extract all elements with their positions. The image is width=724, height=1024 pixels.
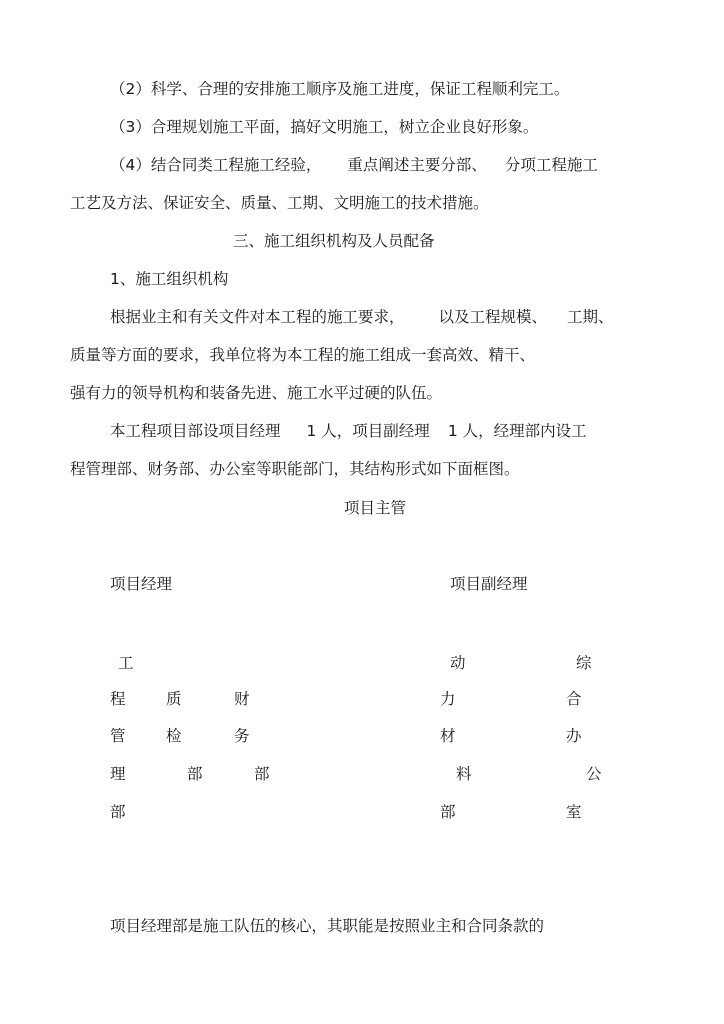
paragraph-2-part-a: 本工程项目部设项目经理 <box>110 422 281 440</box>
dept-engineering-char: 管 <box>110 727 126 745</box>
paragraph-1-part-a: 根据业主和有关文件对本工程的施工要求， <box>110 308 405 326</box>
section-title: 三、施工组织机构及人员配备 <box>233 232 435 250</box>
paragraph-1-line2: 质量等方面的要求，我单位将为本工程的施工组成一套高效、精干、 <box>70 346 536 364</box>
dept-labor-material-char: 料 <box>456 765 472 783</box>
paragraph-1-line1 <box>110 307 614 327</box>
item-3: （3）合理规划施工平面，搞好文明施工，树立企业良好形象。 <box>110 118 539 136</box>
paragraph-2-part-c: 1 人，经理部内设工 <box>447 422 587 440</box>
dept-labor-material-char: 材 <box>440 727 456 745</box>
dept-labor-material-char: 部 <box>440 803 456 821</box>
dept-finance-char: 财 <box>234 690 250 708</box>
dept-engineering-char: 工 <box>118 654 134 672</box>
item-2: （2）科学、合理的安排施工顺序及施工进度，保证工程顺利完工。 <box>110 80 570 98</box>
item-4-line1 <box>110 155 598 175</box>
dept-labor-material-char: 力 <box>440 690 456 708</box>
closing-paragraph: 项目经理部是施工队伍的核心，其职能是按照业主和合同条款的 <box>110 917 545 935</box>
org-top-node: 项目主管 <box>344 499 407 517</box>
paragraph-2-line2: 程管理部、财务部、办公室等职能部门，其结构形式如下面框图。 <box>70 460 520 478</box>
paragraph-2-line1 <box>110 421 587 441</box>
dept-office-char: 合 <box>566 690 582 708</box>
item-4-line2: 工艺及方法、保证安全、质量、工期、文明施工的技术措施。 <box>70 194 489 212</box>
item-4-part-a: （4）结合同类工程施工经验， <box>110 156 322 174</box>
item-4-part-b: 重点阐述主要分部、 <box>347 156 487 174</box>
subsection-title: 1、施工组织机构 <box>110 270 229 288</box>
org-project-manager: 项目经理 <box>110 575 173 593</box>
item-4-part-c: 分项工程施工 <box>504 156 598 174</box>
dept-finance-char: 部 <box>254 765 270 783</box>
dept-office-char: 公 <box>586 765 602 783</box>
dept-office-char: 综 <box>576 654 592 672</box>
paragraph-1-line3: 强有力的领导机构和装备先进、施工水平过硬的队伍。 <box>70 384 443 402</box>
dept-office-char: 办 <box>566 727 582 745</box>
paragraph-1-part-b: 以及工程规模、 <box>438 308 548 326</box>
dept-quality-char: 部 <box>187 765 203 783</box>
dept-labor-material-char: 动 <box>450 654 466 672</box>
dept-office-char: 室 <box>566 803 582 821</box>
dept-quality-char: 检 <box>166 727 182 745</box>
dept-quality-char: 质 <box>166 690 182 708</box>
paragraph-1-part-c: 工期、 <box>567 308 614 326</box>
dept-engineering-char: 程 <box>110 690 126 708</box>
dept-engineering-char: 理 <box>110 765 126 783</box>
paragraph-2-part-b: 1 人，项目副经理 <box>306 422 430 440</box>
org-deputy-manager: 项目副经理 <box>450 575 528 593</box>
dept-engineering-char: 部 <box>110 803 126 821</box>
dept-finance-char: 务 <box>234 727 250 745</box>
